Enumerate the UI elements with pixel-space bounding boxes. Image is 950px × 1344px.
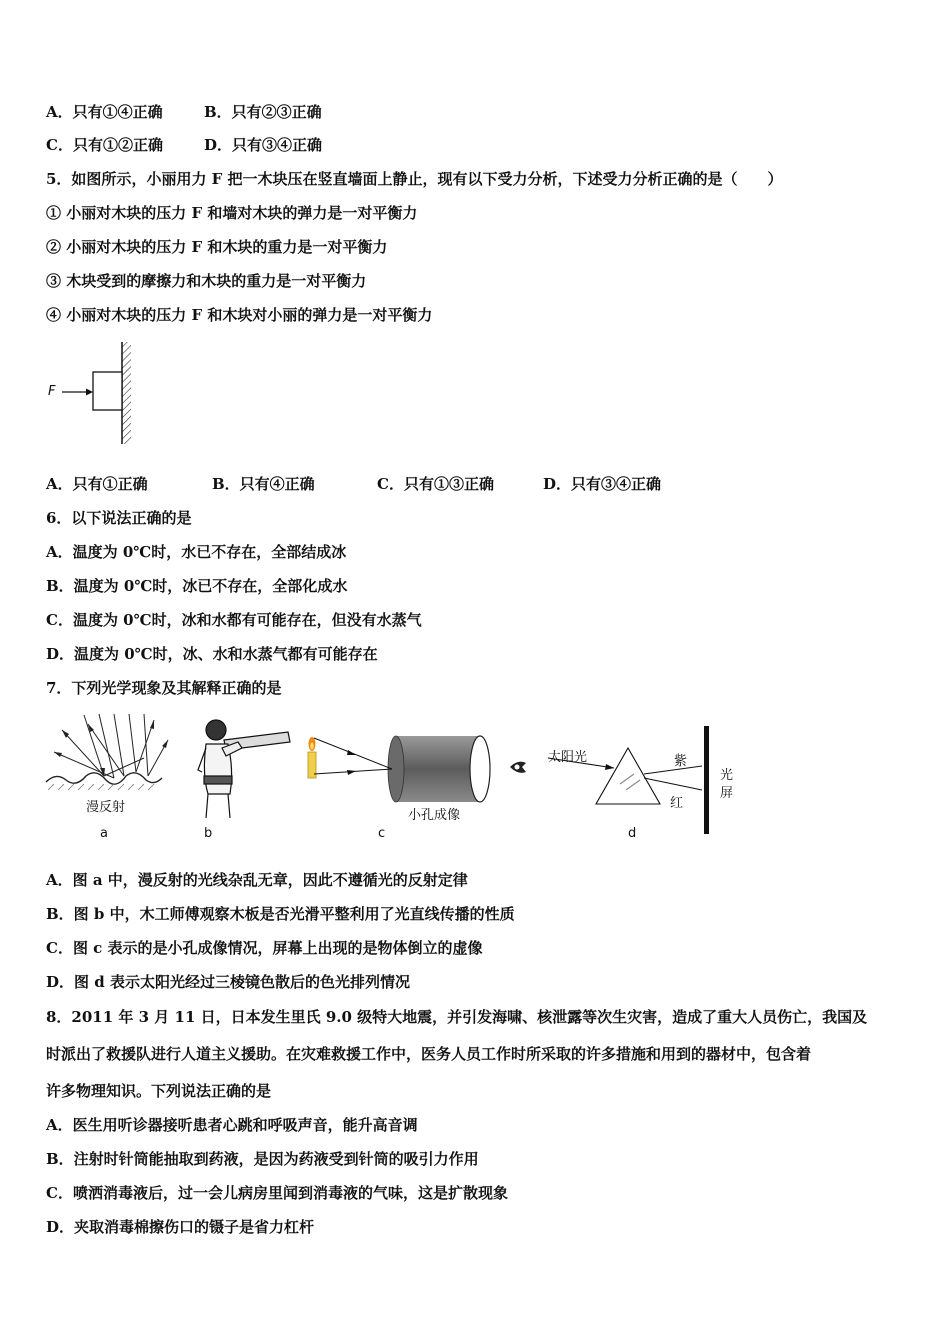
q7-figure-c-label: c bbox=[378, 826, 386, 841]
q7-figure-a-label: a bbox=[100, 826, 108, 841]
q6-stem: 6．以下说法正确的是 bbox=[46, 509, 192, 527]
q5-statement-1: ① 小丽对木块的压力 F 和墙对木块的弹力是一对平衡力 bbox=[46, 204, 418, 222]
q4-option-b: B．只有②③正确 bbox=[204, 103, 322, 121]
q8-stem-line-3: 许多物理知识。下列说法正确的是 bbox=[46, 1082, 272, 1100]
q8-option-c: C．喷洒消毒液后，过一会儿病房里闻到消毒液的气味，这是扩散现象 bbox=[46, 1184, 508, 1202]
q7-figure-c-pinhole bbox=[300, 726, 500, 824]
q4-option-c: C．只有①②正确 bbox=[46, 136, 163, 154]
q7-figure-d-screen-2: 屏 bbox=[720, 786, 734, 801]
q8-option-d: D．夹取消毒棉擦伤口的镊子是省力杠杆 bbox=[46, 1218, 315, 1236]
q7-option-d: D．图 d 表示太阳光经过三棱镜色散后的色光排列情况 bbox=[46, 973, 410, 991]
q8-option-a: A．医生用听诊器接听患者心跳和呼吸声音，能升高音调 bbox=[46, 1116, 418, 1134]
q4-option-d: D．只有③④正确 bbox=[204, 136, 323, 154]
q6-option-c: C．温度为 0℃时，冰和水都有可能存在，但没有水蒸气 bbox=[46, 611, 422, 629]
q7-option-c: C．图 c 表示的是小孔成像情况，屏幕上出现的是物体倒立的虚像 bbox=[46, 939, 483, 957]
q7-stem: 7．下列光学现象及其解释正确的是 bbox=[46, 679, 282, 697]
q7-figure-b-label: b bbox=[204, 826, 213, 841]
q5-option-b: B．只有④正确 bbox=[212, 475, 315, 493]
q7-figure-d-screen-1: 光 bbox=[720, 768, 734, 783]
q5-statement-3: ③ 木块受到的摩擦力和木块的重力是一对平衡力 bbox=[46, 272, 367, 290]
q7-figure-c-caption: 小孔成像 bbox=[408, 808, 461, 823]
q8-stem-line-1: 8．2011 年 3 月 11 日，日本发生里氏 9.0 级特大地震，并引发海啸、核泄露等次生灾害，造成了重大人员伤亡，我国及 bbox=[46, 1008, 868, 1026]
q6-option-a: A．温度为 0℃时，水已不存在，全部结成冰 bbox=[46, 543, 347, 561]
eye-icon bbox=[508, 758, 530, 776]
q8-option-b: B．注射时针筒能抽取到药液，是因为药液受到针筒的吸引力作用 bbox=[46, 1150, 479, 1168]
q8-stem-line-2: 时派出了救援队进行人道主义援助。在灾难救援工作中，医务人员工作时所采取的许多措施和用到的器材中，包含着 bbox=[46, 1045, 812, 1063]
q7-option-b: B．图 b 中，木工师傅观察木板是否光滑平整利用了光直线传播的性质 bbox=[46, 905, 515, 923]
q7-figure-d-prism bbox=[544, 724, 744, 836]
q5-stem: 5．如图所示，小丽用力 F 把一木块压在竖直墙面上静止，现有以下受力分析，下述受力分析正确的是（ ） bbox=[46, 170, 783, 188]
q7-figure-d-sunlight: 太阳光 bbox=[548, 750, 588, 765]
q6-option-b: B．温度为 0℃时，冰已不存在，全部化成水 bbox=[46, 577, 348, 595]
q5-force-label: F bbox=[48, 384, 56, 399]
q7-figure-a-diffuse-reflection bbox=[44, 710, 174, 820]
q5-option-d: D．只有③④正确 bbox=[543, 475, 662, 493]
q5-statement-2: ② 小丽对木块的压力 F 和木块的重力是一对平衡力 bbox=[46, 238, 388, 256]
q7-figure-d-purple: 紫 bbox=[674, 754, 688, 769]
q7-option-a: A．图 a 中，漫反射的光线杂乱无章，因此不遵循光的反射定律 bbox=[46, 871, 468, 889]
q5-option-c: C．只有①③正确 bbox=[377, 475, 494, 493]
q7-figure-b-carpenter bbox=[186, 714, 296, 820]
q7-figure-d-red: 红 bbox=[670, 796, 684, 811]
q5-wall-block-figure bbox=[44, 340, 144, 446]
q5-option-a: A．只有①正确 bbox=[46, 475, 148, 493]
q7-figure-a-caption: 漫反射 bbox=[86, 800, 126, 815]
q6-option-d: D．温度为 0℃时，冰、水和水蒸气都有可能存在 bbox=[46, 645, 378, 663]
q4-option-a: A．只有①④正确 bbox=[46, 103, 163, 121]
q5-statement-4: ④ 小丽对木块的压力 F 和木块对小丽的弹力是一对平衡力 bbox=[46, 306, 433, 324]
q7-figure-d-label: d bbox=[628, 826, 637, 841]
